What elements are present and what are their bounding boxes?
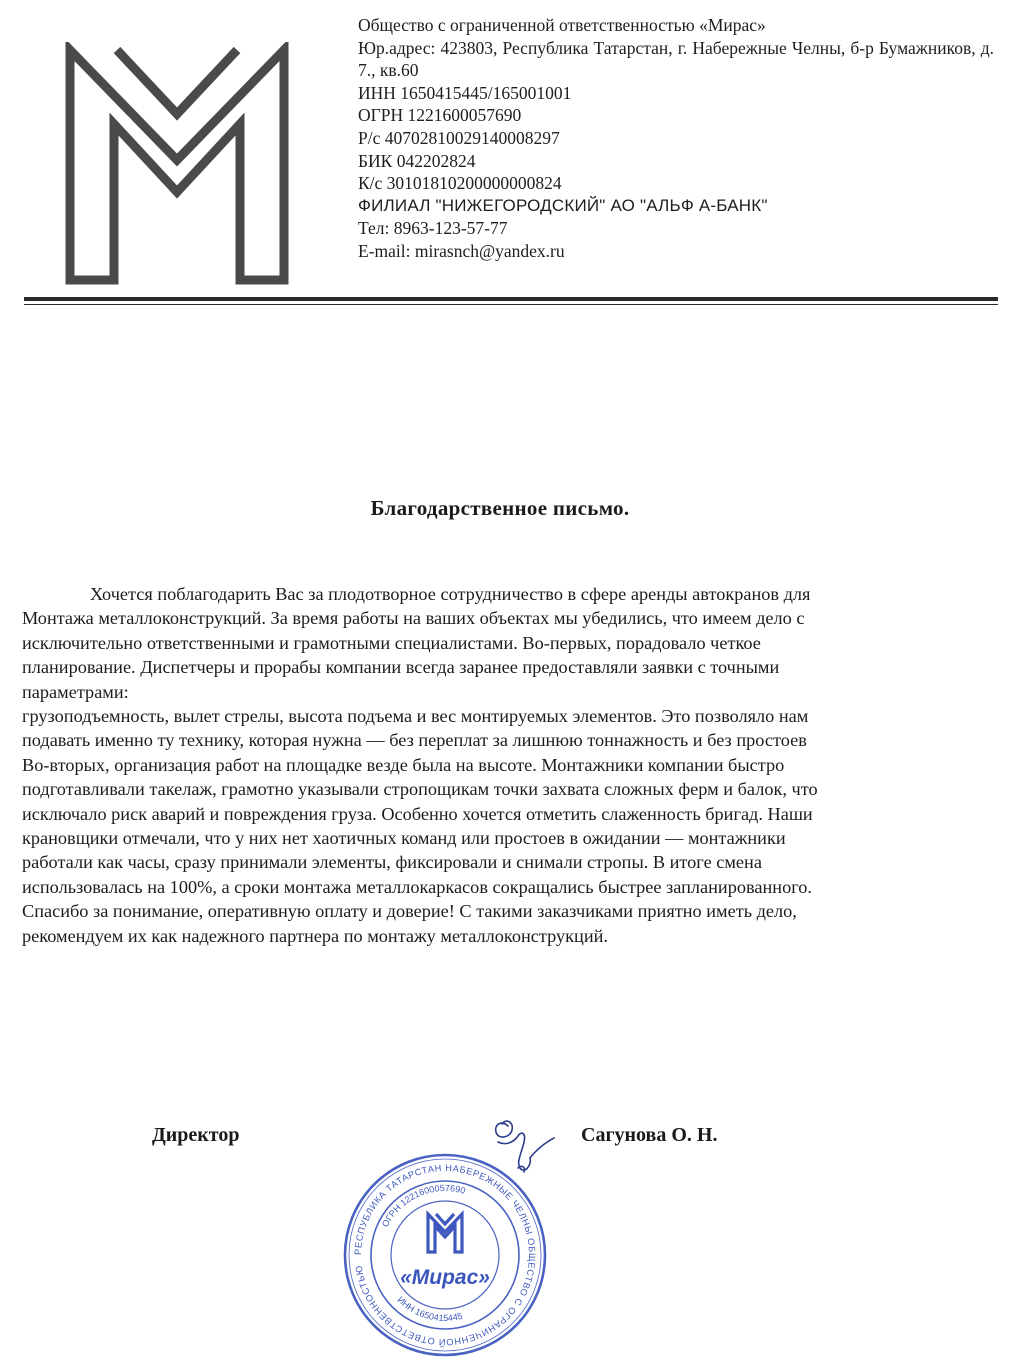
stamp-ring-text: РЕСПУБЛИКА ТАТАРСТАН НАБЕРЕЖНЫЕ ЧЕЛНЫ ОБЩЕСТВО С ОГРАНИЧЕННОЙ ОТВЕТСТВЕННОСТЬЮ — [352, 1162, 538, 1348]
body-line: рекомендуем их как надежного партнера по монтажу металлоконструкций. — [22, 925, 608, 946]
org-name: Общество с ограниченной ответственностью «Мирас» — [358, 15, 766, 35]
letter-body — [22, 582, 962, 948]
body-line: параметрами: — [22, 681, 129, 702]
body-line: Хочется поблагодарить Вас за плодотворное сотрудничество в сфере аренды автокранов для — [90, 584, 811, 604]
stamp-company-name: «Мирас» — [400, 1266, 490, 1289]
email-address: mirasnch@yandex.ru — [414, 240, 565, 261]
bank-branch: ФИЛИАЛ "НИЖЕГОРОДСКИЙ" АО "АЛЬФ А-БАНК" — [358, 195, 768, 215]
settlement-account: Р/с 40702810029140008297 — [358, 127, 560, 148]
body-line: подготавливали такелаж, грамотно указывали стропощикам точки захвата сложных ферм и балок, что — [22, 779, 818, 800]
stamp-ogrn: ОГРН 1221600057690 — [379, 1182, 467, 1229]
body-line: подавать именно ту технику, которая нужна — без переплат за лишнюю тоннажность и без простоев — [22, 730, 807, 751]
email-line — [358, 240, 994, 263]
correspondent-account: К/с 30101810200000000824 — [358, 173, 562, 194]
body-line: крановщики отмечали, что у них нет хаотичных команд или простоев в ожидании — монтажники — [22, 828, 786, 849]
inn-kpp: ИНН 1650415445/165001001 — [358, 82, 572, 103]
body-line: использовалась на 100%, а сроки монтажа металлокаркасов сокращались быстрее запланированного. — [22, 876, 812, 897]
stamp-inn: ИНН 1650415445 — [395, 1294, 464, 1324]
phone: Тел: 8963-123-57-77 — [358, 218, 508, 239]
body-line: грузоподъемность, вылет стрелы, высота подъема и вес монтируемых элементов. Это позволяло нам — [22, 706, 809, 727]
header-divider-thin — [24, 304, 998, 305]
signatory-name: Сагунова О. Н. — [581, 1124, 718, 1146]
signatory-role: Директор — [152, 1124, 240, 1146]
body-line: Спасибо за понимание, оперативную оплату и доверие! С такими заказчиками приятно иметь дело, — [22, 901, 797, 922]
legal-address: Юр.адрес: 423803, Республика Татарстан, г. Набережные Челны, б-р Бумажников, д. 7., кв.60 — [358, 37, 994, 81]
body-line: Во-вторых, организация работ на площадке везде была на высоте. Монтажники компании быстро — [22, 754, 785, 775]
letter-title: Благодарственное письмо. — [370, 496, 630, 520]
bik: БИК 042202824 — [358, 150, 476, 171]
company-stamp — [340, 1148, 550, 1362]
company-requisites — [358, 14, 994, 263]
stamp-logo — [428, 1214, 462, 1252]
body-line: планирование. Диспетчеры и прорабы компании всегда заранее предоставляли заявки с точными — [22, 657, 780, 678]
header-divider — [24, 297, 998, 301]
body-line: Монтажа металлоконструкций. За время работы на ваших объектах мы убедились, что имеем дело с — [22, 608, 805, 629]
ogrn: ОГРН 1221600057690 — [358, 105, 522, 126]
email-label: E-mail: — [358, 240, 411, 261]
body-line: работали как часы, сразу принимали элементы, фиксировали и снимали стропы. В итоге смена — [22, 852, 762, 873]
body-line: исключительно ответственными и грамотными специалистами. Во-первых, порадовало четкое — [22, 632, 761, 653]
body-line: исключало риск аварий и повреждения груза. Особенно хочется отметить слаженность бригад. Наши — [22, 803, 813, 824]
company-logo — [62, 42, 292, 287]
